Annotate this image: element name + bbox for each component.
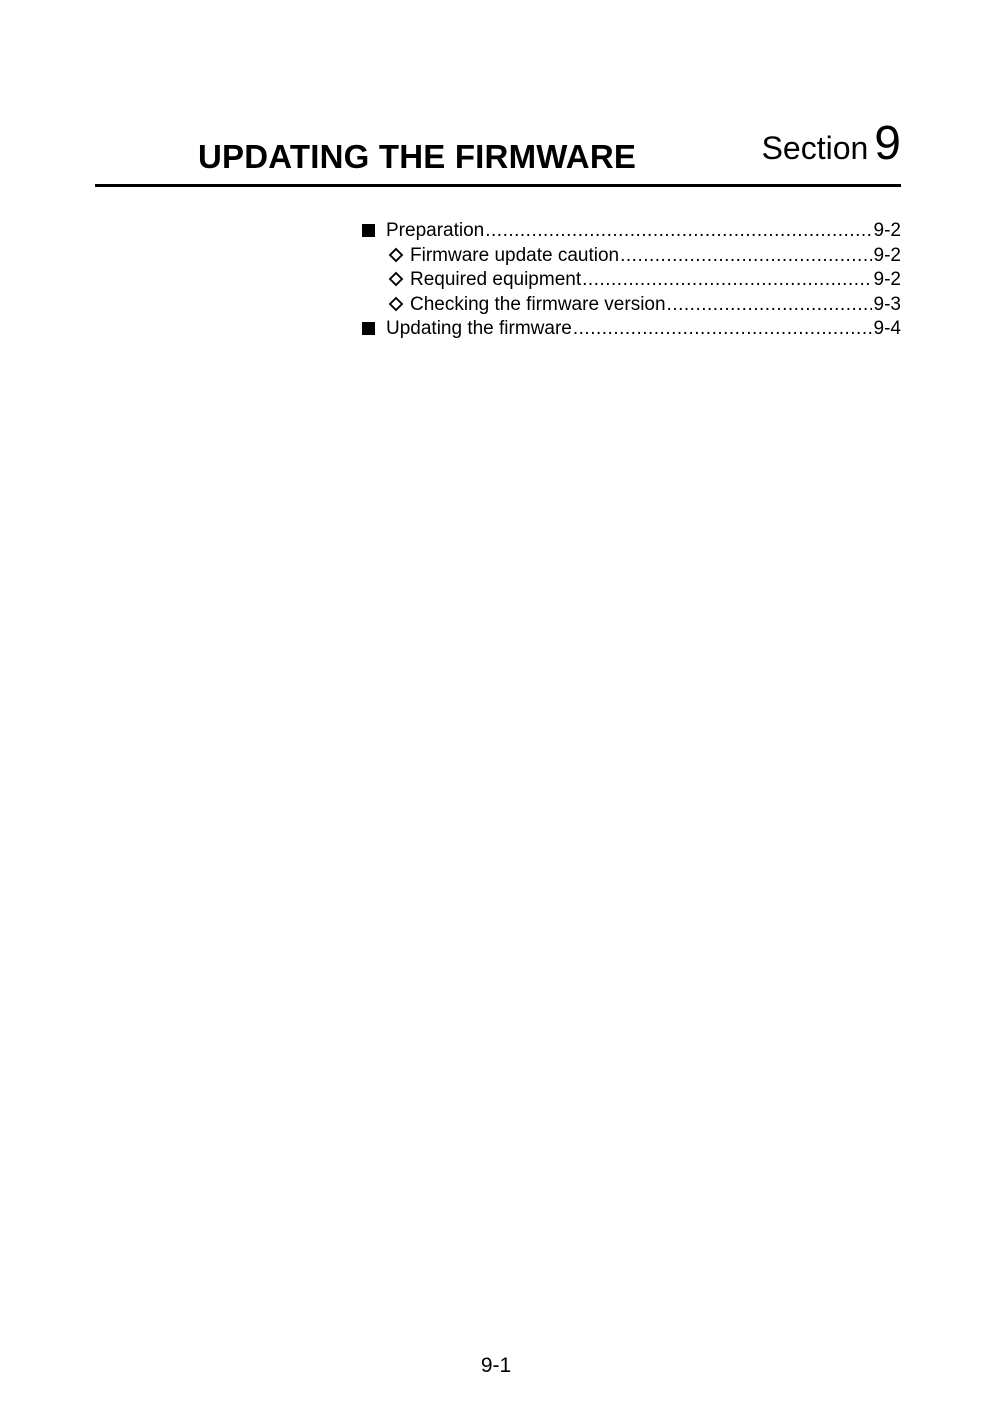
toc-item-label: Updating the firmware: [386, 318, 572, 339]
filled-square-icon: [362, 322, 375, 335]
page-number: 9-1: [480, 1354, 512, 1377]
section-header: [95, 117, 901, 184]
toc-item-page: 9-2: [873, 269, 901, 290]
dot-leader: [667, 293, 872, 318]
toc-item-firmware-update-caution[interactable]: [362, 244, 901, 269]
toc-item-page: 9-2: [873, 220, 901, 241]
toc-item-preparation[interactable]: [362, 219, 901, 244]
filled-square-icon: [362, 224, 375, 237]
toc-item-label: Firmware update caution: [410, 244, 620, 266]
section-number: 9: [874, 117, 901, 170]
toc-item-label: Checking the firmware version: [410, 293, 666, 315]
toc-item-updating-the-firmware[interactable]: [362, 317, 901, 342]
page-title: UPDATING THE FIRMWARE: [198, 138, 637, 175]
toc-item-label: Required equipment: [410, 269, 582, 290]
section-word: Section: [761, 130, 869, 166]
toc-item-label: Preparation: [386, 220, 485, 241]
section-label: [761, 117, 901, 170]
dot-leader: [620, 244, 871, 269]
header-rule: [95, 184, 901, 187]
dot-leader: [485, 219, 871, 244]
toc-item-checking-firmware-version[interactable]: [362, 293, 901, 318]
diamond-outline-icon: [388, 296, 404, 312]
diamond-outline-icon: [388, 247, 404, 263]
toc-item-page: 9-4: [873, 318, 901, 339]
toc-item-page: 9-3: [873, 293, 901, 315]
diamond-outline-icon: [388, 271, 404, 287]
toc-item-required-equipment[interactable]: [362, 268, 901, 293]
dot-leader: [573, 317, 872, 342]
table-of-contents: [362, 219, 901, 342]
dot-leader: [582, 268, 871, 293]
toc-item-page: 9-2: [873, 244, 901, 266]
